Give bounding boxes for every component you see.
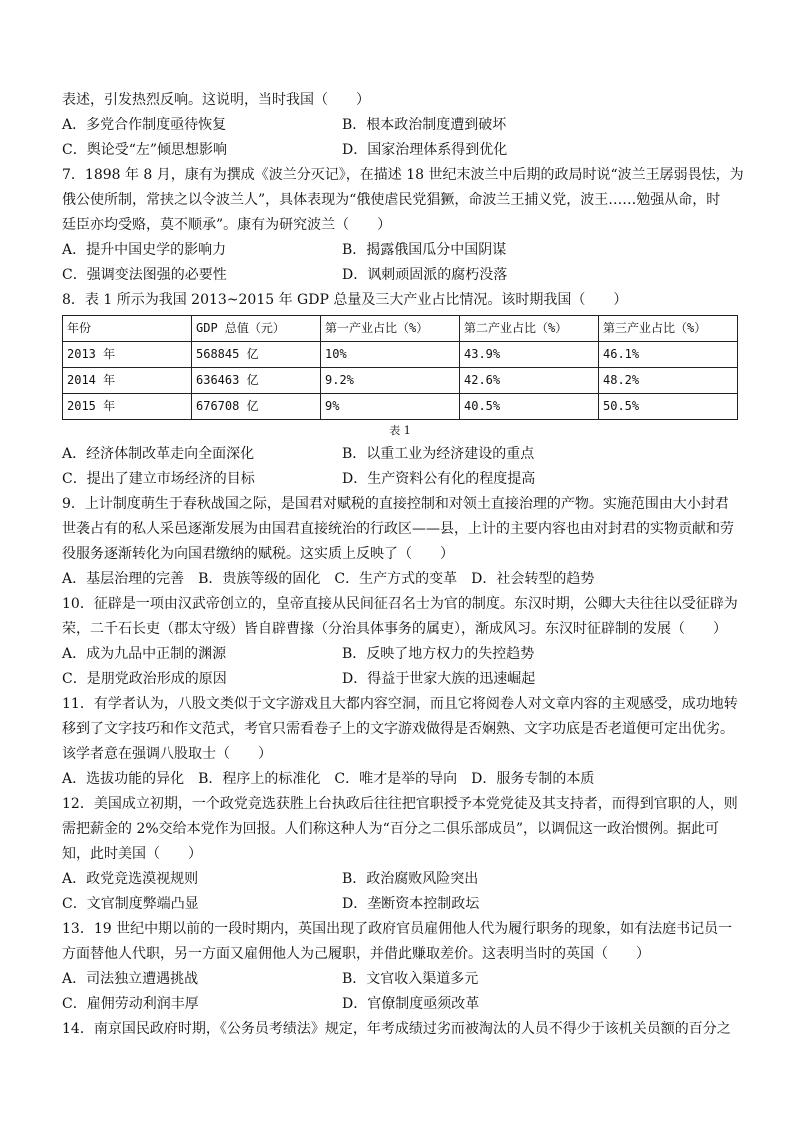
- q13-stem-line1: 13．19 世纪中期以前的一段时期内，英国出现了政府官员雇佣他人代为履行职务的现象，如有法庭书记员一: [62, 921, 733, 937]
- q11-option-d[interactable]: D．服务专制的本质: [471, 771, 595, 787]
- q11-option-b[interactable]: B．程序上的标准化: [198, 771, 321, 787]
- q13-option-c[interactable]: C．雇佣劳动利润丰厚: [62, 996, 199, 1012]
- q12-option-b[interactable]: B．政治腐败风险突出: [342, 871, 479, 887]
- table-row: [63, 394, 738, 420]
- q6-stem: 表述，引发热烈反响。这说明，当时我国（ ）: [62, 92, 370, 108]
- q7-stem-line1: 7．1898 年 8 月，康有为撰成《波兰分灭记》，在描述 18 世纪末波兰中后期的政局时说“波兰王孱弱畏怯，为: [62, 167, 744, 183]
- exam-page: [62, 88, 744, 1042]
- table-cell: 2015 年: [63, 394, 192, 420]
- q6-options-row1: [62, 113, 738, 138]
- table-cell: 9.2%: [321, 368, 460, 394]
- q12-option-d[interactable]: D．垄断资本控制政坛: [342, 896, 480, 912]
- q12-stem-line1: 12．美国成立初期，一个政党竞选获胜上台执政后往往把官职授予本党党徒及其支持者，而得到官职的人，则: [62, 796, 738, 812]
- q8-options-row1: [62, 442, 738, 467]
- q10-option-a[interactable]: A．成为九品中正制的渊源: [62, 646, 227, 662]
- q9-options-row: [62, 567, 738, 592]
- table-header-row: [63, 316, 738, 342]
- table-cell: 40.5%: [460, 394, 599, 420]
- q10-options-row1: [62, 642, 738, 667]
- q12-options-row2: [62, 892, 738, 917]
- q13-options-row2: [62, 992, 738, 1017]
- table-cell: 636463 亿: [192, 368, 321, 394]
- q9-stem-line3: 役服务逐渐转化为向国君缴纳的赋税。这实质上反映了（ ）: [62, 546, 454, 562]
- table-cell: 43.9%: [460, 342, 599, 368]
- q9-stem-line1: 9．上计制度萌生于春秋战国之际，是国君对赋税的直接控制和对领土直接治理的产物。实施范围由大小封君: [62, 496, 729, 512]
- q8-option-c[interactable]: C．提出了建立市场经济的目标: [62, 471, 255, 487]
- q11-options-row: [62, 767, 738, 792]
- q12-options-row1: [62, 867, 738, 892]
- q11-stem-line2: 移到了文字技巧和作文范式，考官只需看卷子上的文字游戏做得是否娴熟、文字功底是否老道便可定出优劣。: [62, 721, 734, 737]
- table-cell: 46.1%: [599, 342, 738, 368]
- table-cell: 2014 年: [63, 368, 192, 394]
- q9-stem-line2: 世袭占有的私人采邑逐渐发展为由国君直接统治的行政区——县，上计的主要内容也由对封君的实物贡献和劳: [62, 521, 734, 537]
- table-caption: 表 1: [389, 424, 411, 437]
- q7-option-d[interactable]: D．讽刺顽固派的腐朽没落: [342, 267, 508, 283]
- q7-options-row1: [62, 238, 738, 263]
- q10-option-c[interactable]: C．是朋党政治形成的原因: [62, 671, 227, 687]
- q13-stem-line2: 方面替他人代职，另一方面又雇佣他人为己履职，并借此赚取差价。这表明当时的英国（ ）: [62, 946, 650, 962]
- q9-option-b[interactable]: B．贵族等级的固化: [198, 571, 321, 587]
- q9-option-c[interactable]: C．生产方式的变革: [334, 571, 458, 587]
- q10-stem-line2: 荣，二千石长吏（郡太守级）皆自辟曹掾（分治具体事务的属吏），渐成风习。东汉时征辟制的发展（ ）: [62, 621, 727, 637]
- table-cell: 42.6%: [460, 368, 599, 394]
- q12-stem-line3: 知，此时美国（ ）: [62, 846, 202, 862]
- q8-stem: 8．表 1 所示为我国 2013~2015 年 GDP 总量及三大产业占比情况。该时期我国（ ）: [62, 292, 628, 308]
- q11-stem-line3: 该学者意在强调八股取士（ ）: [62, 746, 272, 762]
- table-header-cell: 第一产业占比（%）: [321, 316, 460, 342]
- table-header-cell: 年份: [63, 316, 192, 342]
- table-cell: 676708 亿: [192, 394, 321, 420]
- q8-option-b[interactable]: B．以重工业为经济建设的重点: [342, 446, 535, 462]
- table-cell: 50.5%: [599, 394, 738, 420]
- q7-stem-line2: 俄公使所制，常挟之以令波兰人”，具体表现为“俄使虐民党猖獗，命波兰王捕义党，波王……勉强从命，时: [62, 192, 721, 208]
- q6-option-a[interactable]: A．多党合作制度亟待恢复: [62, 117, 227, 133]
- q12-stem-line2: 需把薪金的 2%交给本党作为回报。人们称这种人为“百分之二俱乐部成员”，以调侃这一政治惯例。据此可: [62, 821, 719, 837]
- table-cell: 568845 亿: [192, 342, 321, 368]
- q8-option-a[interactable]: A．经济体制改革走向全面深化: [62, 446, 255, 462]
- q8-options-row2: [62, 467, 738, 492]
- q12-option-a[interactable]: A．政党竞选漠视规则: [62, 871, 199, 887]
- q6-options-row2: [62, 138, 738, 163]
- q13-option-b[interactable]: B．文官收入渠道多元: [342, 971, 479, 987]
- q6-option-b[interactable]: B．根本政治制度遭到破坏: [342, 117, 507, 133]
- table-cell: 48.2%: [599, 368, 738, 394]
- q10-option-d[interactable]: D．得益于世家大族的迅速崛起: [342, 671, 536, 687]
- q7-options-row2: [62, 263, 738, 288]
- q7-stem-line3: 廷臣亦均受赂，莫不顺承”。康有为研究波兰（ ）: [62, 217, 392, 233]
- table-cell: 2013 年: [63, 342, 192, 368]
- q7-option-c[interactable]: C．强调变法图强的必要性: [62, 267, 227, 283]
- q11-option-c[interactable]: C．唯才是举的导向: [334, 771, 458, 787]
- q6-option-c[interactable]: C．舆论受“左”倾思想影响: [62, 142, 228, 158]
- q7-option-b[interactable]: B．揭露俄国瓜分中国阴谋: [342, 242, 507, 258]
- q13-option-d[interactable]: D．官僚制度亟须改革: [342, 996, 480, 1012]
- q14-stem-line1: 14．南京国民政府时期，《公务员考绩法》规定，年考成绩过劣而被淘汰的人员不得少于该机关员额的百分之: [62, 1021, 731, 1037]
- table-header-cell: 第三产业占比（%）: [599, 316, 738, 342]
- q11-stem-line1: 11．有学者认为，八股文类似于文字游戏且大都内容空洞，而且它将阅卷人对文章内容的主观感受，成功地转: [62, 696, 738, 712]
- q9-option-a[interactable]: A．基层治理的完善: [62, 571, 185, 587]
- table-row: [63, 368, 738, 394]
- q9-option-d[interactable]: D．社会转型的趋势: [471, 571, 595, 587]
- table-header-cell: 第二产业占比（%）: [460, 316, 599, 342]
- table-row: [63, 342, 738, 368]
- table-cell: 9%: [321, 394, 460, 420]
- q13-option-a[interactable]: A．司法独立遭遇挑战: [62, 971, 199, 987]
- q11-option-a[interactable]: A．选拔功能的异化: [62, 771, 185, 787]
- q10-stem-line1: 10．征辟是一项由汉武帝创立的，皇帝直接从民间征召名士为官的制度。东汉时期，公卿大夫往往以受征辟为: [62, 596, 738, 612]
- q12-option-c[interactable]: C．文官制度弊端凸显: [62, 896, 199, 912]
- gdp-table: [62, 315, 738, 420]
- table-header-cell: GDP 总值（元）: [192, 316, 321, 342]
- q10-options-row2: [62, 667, 738, 692]
- q13-options-row1: [62, 967, 738, 992]
- table-cell: 10%: [321, 342, 460, 368]
- q10-option-b[interactable]: B．反映了地方权力的失控趋势: [342, 646, 535, 662]
- q8-option-d[interactable]: D．生产资料公有化的程度提高: [342, 471, 536, 487]
- q6-option-d[interactable]: D．国家治理体系得到优化: [342, 142, 508, 158]
- q7-option-a[interactable]: A．提升中国史学的影响力: [62, 242, 227, 258]
